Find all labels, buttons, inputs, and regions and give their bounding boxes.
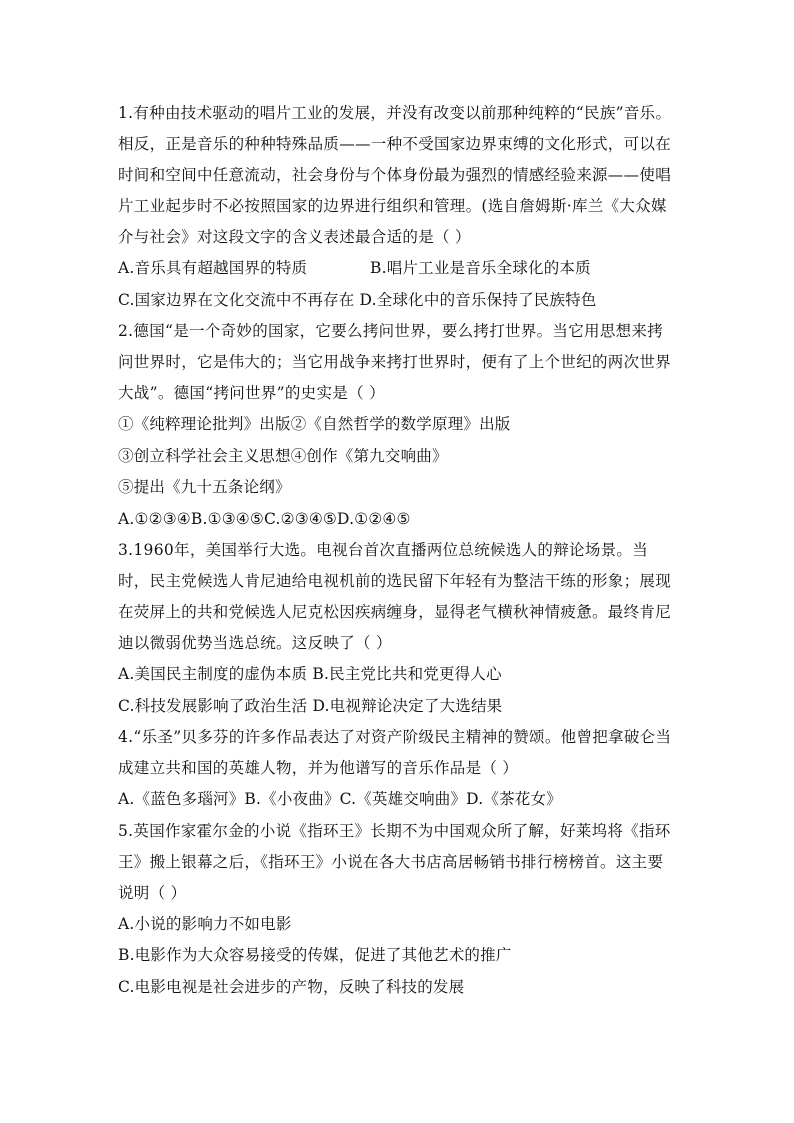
- question-1: [118, 98, 678, 316]
- question-1-options-row-2: C.国家边界在文化交流中不再存在 D.全球化中的音乐保持了民族特色: [118, 290, 597, 309]
- question-2-item-line: ①《纯粹理论批判》出版②《自然哲学的数学原理》出版: [118, 415, 511, 433]
- question-5-option-c: C.电影电视是社会进步的产物，反映了科技的发展: [118, 977, 465, 996]
- question-4-options: A.《蓝色多瑙河》B.《小夜曲》C.《英雄交响曲》D.《茶花女》: [118, 790, 562, 808]
- question-2-options: A.①②③④B.①③④⑤C.②③④⑤D.①②④⑤: [118, 509, 411, 528]
- question-1-option-a: A.音乐具有超越国界的特质: [118, 259, 308, 277]
- question-5-option-a: A.小说的影响力不如电影: [118, 914, 292, 933]
- question-5: [118, 816, 678, 1004]
- question-3-stem: 3.1960年，美国举行大选。电视台首次直播两位总统候选人的辩论场景。当时，民主党候选人肯尼迪给电视机前的选民留下年轻有为整洁干练的形象；展现在荧屏上的共和党候选人尼克松因疾病缠身，显得老气横秋神情疲惫。最终肯尼迪以微弱优势当选总统。这反映了（ ）: [118, 541, 672, 652]
- question-1-options-row-1: [118, 253, 678, 285]
- question-2: [118, 316, 678, 535]
- question-4-stem: 4.“乐圣”贝多芬的许多作品表达了对资产阶级民主精神的赞颂。他曾把拿破仑当成建立共和国的英雄人物，并为他谱写的音乐作品是（ ）: [118, 728, 672, 777]
- question-3-options-row-2: C.科技发展影响了政治生活 D.电视辩论决定了大选结果: [118, 696, 503, 715]
- question-2-item-line: ⑤提出《九十五条论纲》: [118, 478, 291, 496]
- question-5-option-b: B.电影作为大众容易接受的传媒，促进了其他艺术的推广: [118, 946, 512, 964]
- question-list: [118, 98, 678, 1003]
- question-3-options-row-1: A.美国民主制度的虚伪本质 B.民主党比共和党更得人心: [118, 665, 502, 683]
- question-1-option-b: B.唱片工业是音乐全球化的本质: [370, 259, 591, 277]
- question-4: [118, 722, 678, 816]
- question-2-item-line: ③创立科学社会主义思想④创作《第九交响曲》: [118, 446, 448, 465]
- question-1-stem: 1.有种由技术驱动的唱片工业的发展，并没有改变以前那种纯粹的“民族”音乐。相反，正是音乐的种种特殊品质——一种不受国家边界束缚的文化形式，可以在时间和空间中任意流动，社会身份与个体身份最为强烈的情感经验来源——使唱片工业起步时不必按照国家的边界进行组织和管理。(选自詹姆斯·库兰《大众媒介与社会》对这段文字的含义表述最合适的是（ ）: [118, 104, 672, 246]
- question-2-stem: 2.德国“是一个奇妙的国家，它要么拷问世界，要么拷打世界。当它用思想来拷问世界时，它是伟大的；当它用战争来拷打世界时，便有了上个世纪的两次世界大战”。德国“拷问世界”的史实是（ ）: [118, 322, 672, 402]
- question-3: [118, 535, 678, 722]
- question-5-stem: 5.英国作家霍尔金的小说《指环王》长期不为中国观众所了解，好莱坞将《指环王》搬上银幕之后，《指环王》小说在各大书店高居畅销书排行榜榜首。这主要说明（ ）: [118, 821, 671, 902]
